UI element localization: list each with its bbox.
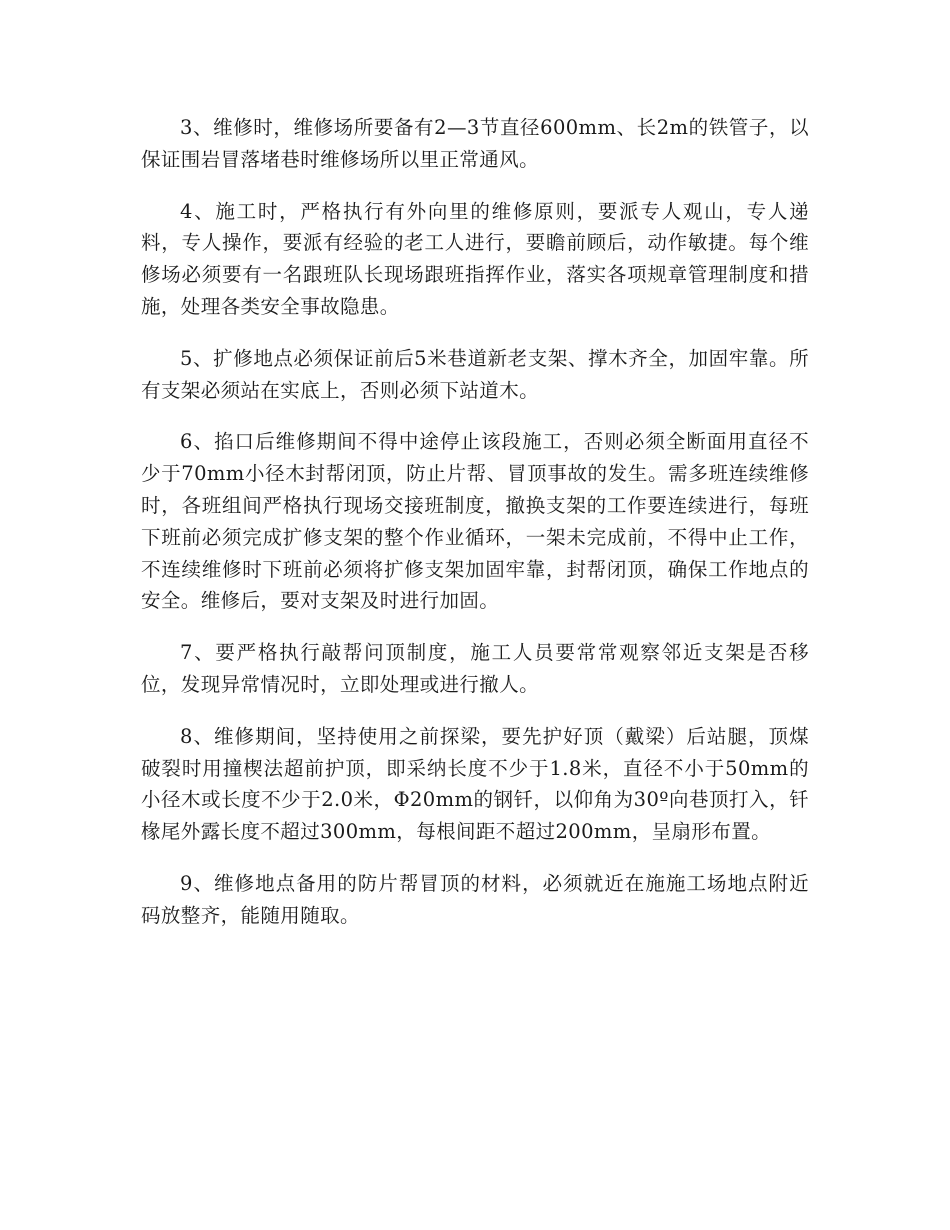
paragraph-item-7: 7、要严格执行敲帮问顶制度，施工人员要常常观察邻近支架是否移位，发现异常情况时，立即处理或进行撤人。 [141, 641, 809, 696]
paragraph-item-4: 4、施工时，严格执行有外向里的维修原则，要派专人观山，专人递料，专人操作，要派有经验的老工人进行，要瞻前顾后，动作敏捷。每个维修场必须要有一名跟班队长现场跟班指挥作业，落实各项规章管理制度和措施，处理各类安全事故隐患。 [141, 199, 809, 318]
paragraph-item-6: 6、掐口后维修期间不得中途停止该段施工，否则必须全断面用直径不少于70mm小径木封帮闭顶，防止片帮、冒顶事故的发生。需多班连续维修时，各班组间严格执行现场交接班制度，撤换支架的工作要连续进行，每班下班前必须完成扩修支架的整个作业循环，一架未完成前，不得中止工作，不连续维修时下班前必须将扩修支架加固牢靠，封帮闭顶，确保工作地点的安全。维修后，要对支架及时进行加固。 [141, 430, 809, 613]
paragraph-item-9: 9、维修地点备用的防片帮冒顶的材料，必须就近在施施工场地点附近码放整齐，能随用随取。 [141, 871, 809, 927]
paragraph-item-5: 5、扩修地点必须保证前后5米巷道新老支架、撑木齐全，加固牢靠。所有支架必须站在实底上，否则必须下站道木。 [141, 346, 809, 402]
document-body [141, 112, 809, 952]
paragraph-item-3: 3、维修时，维修场所要备有2—3节直径600mm、长2m的铁管子，以保证围岩冒落堵巷时维修场所以里正常通风。 [141, 116, 809, 171]
paragraph-item-8: 8、维修期间，坚持使用之前探梁，要先护好顶（戴梁）后站腿，顶煤破裂时用撞楔法超前护顶，即采纳长度不少于1.8米，直径不小于50mm的小径木或长度不少于2.0米，Φ20mm的钢钎，以仰角为30º向巷顶打入，钎椽尾外露长度不超过300mm，每根间距不超过200mm，呈扇形布置。 [141, 724, 809, 844]
